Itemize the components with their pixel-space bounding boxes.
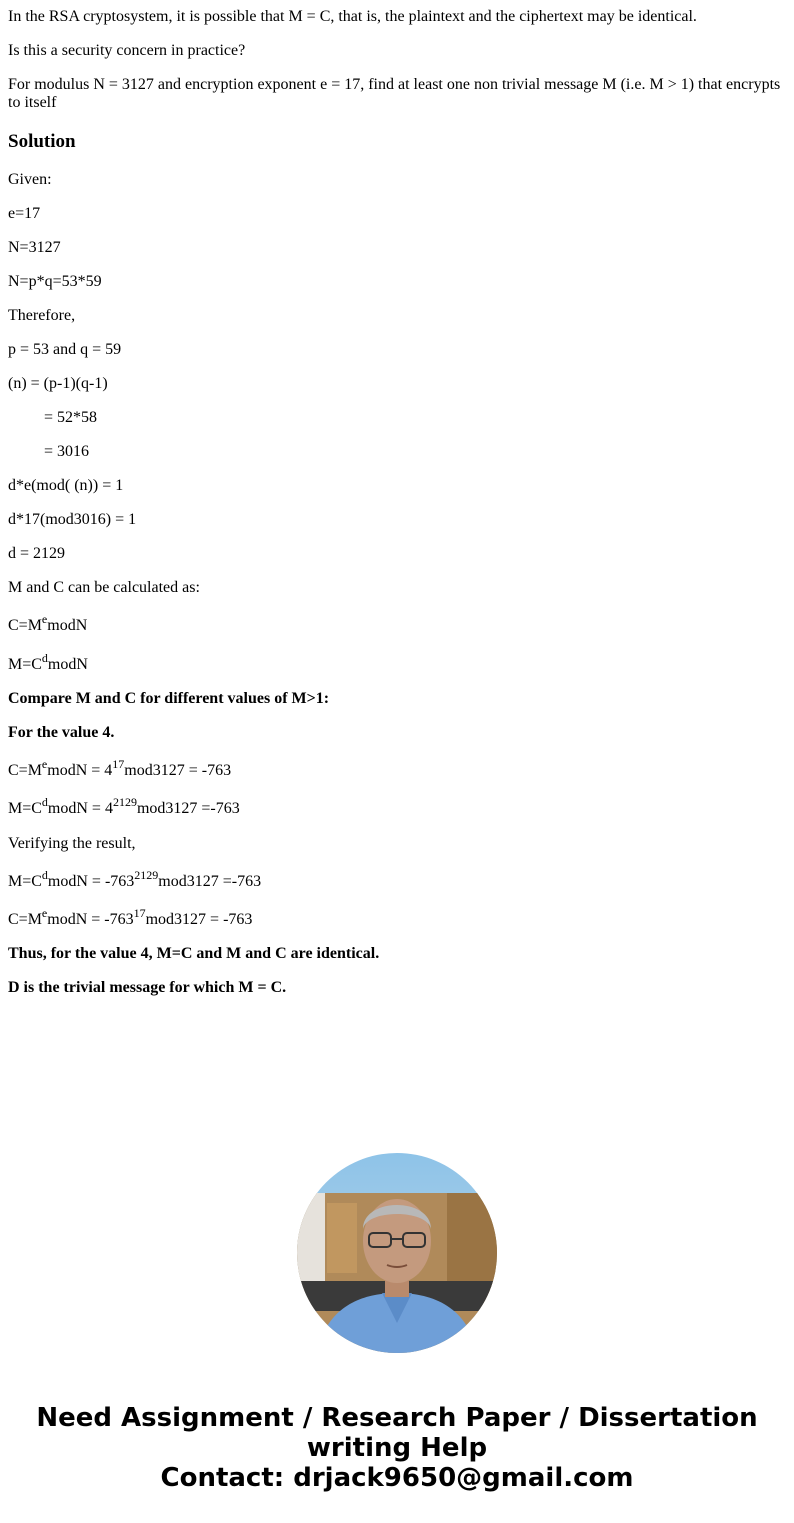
footer-line-1: Need Assignment / Research Paper / Dissertation	[36, 1403, 758, 1433]
value-heading: For the value 4.	[8, 724, 115, 741]
given-label: Given:	[8, 171, 52, 188]
de-line: d*e(mod( (n)) = 1	[8, 477, 124, 494]
compare-heading: Compare M and C for different values of M>1:	[8, 690, 330, 707]
c-verification: $C=M^emodN = -763^{17}mod3127 = -763$	[8, 905, 253, 928]
m-verification: $M=C^dmodN = -763^{2129}mod3127 =-763$	[8, 867, 262, 890]
pq-line: p = 53 and q = 59	[8, 341, 122, 358]
npq-line: N=p*q=53*59	[8, 273, 102, 290]
conclusion-1: Thus, for the value 4, M=C and M and C are identical.	[8, 945, 380, 962]
question-paragraph-3: For modulus N = 3127 and encryption exponent e = 17, find at least one non trivial message M (i.e. M > 1) that encrypts to itself	[8, 76, 781, 111]
d17-line: d*17(mod3016) = 1	[8, 511, 137, 528]
d-line: d = 2129	[8, 545, 66, 562]
phi-step-1: = 52*58	[44, 409, 98, 426]
author-portrait-icon	[297, 1153, 497, 1353]
solution-heading: Solution	[8, 131, 76, 152]
therefore-line: Therefore,	[8, 307, 76, 324]
author-photo	[297, 1153, 497, 1353]
c-evaluation: $C=M^emodN = 4^{17}mod3127 = -763$	[8, 756, 232, 779]
calc-intro: M and C can be calculated as:	[8, 579, 200, 596]
m-evaluation: $M=C^dmodN = 4^{2129}mod3127 =-763$	[8, 794, 240, 817]
m-formula: $M=C^dmodN$	[8, 650, 88, 673]
conclusion-2: D is the trivial message for which M = C.	[8, 979, 287, 996]
phi-line: (n) = (p-1)(q-1)	[8, 375, 108, 392]
e-line: e=17	[8, 205, 41, 222]
n-line: N=3127	[8, 239, 61, 256]
phi-step-2: = 3016	[44, 443, 90, 460]
footer-line-2: writing Help	[306, 1433, 488, 1463]
c-formula: $C=M^emodN$	[8, 611, 88, 634]
footer-line-3: Contact: drjack9650@gmail.com	[160, 1463, 634, 1493]
verify-line: Verifying the result,	[8, 835, 136, 852]
footer-contact	[0, 1403, 794, 1493]
question-paragraph-1: In the RSA cryptosystem, it is possible that M = C, that is, the plaintext and the ciphertext may be identical.	[8, 8, 697, 25]
question-paragraph-2: Is this a security concern in practice?	[8, 42, 246, 59]
